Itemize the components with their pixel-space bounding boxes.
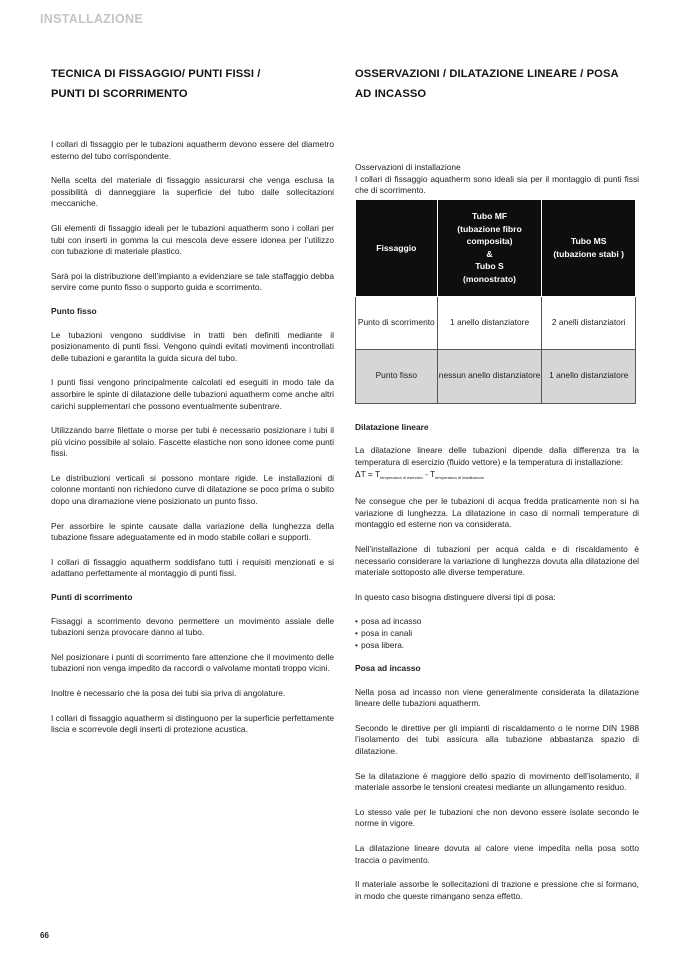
table-cell: Punto fisso (356, 349, 438, 403)
header-line: (monostrato) (463, 273, 517, 284)
subheading-dilatazione: Dilatazione lineare (355, 421, 429, 432)
formula-sub: temperatura di esercizio (380, 474, 423, 480)
header-line: Tubo MS (570, 236, 607, 247)
subheading-osservazioni: Osservazioni di installazione (355, 162, 461, 172)
bullet-list (355, 616, 639, 651)
table-cell: Punto di scorrimento (356, 296, 438, 349)
right-paragraph: Lo stesso vale per le tubazioni che non devono essere isolate secondo le norme in vigore. (355, 806, 639, 829)
header-line: & (486, 248, 493, 259)
left-paragraph: Nel posizionare i punti di scorrimento fare attenzione che il movimento delle tubazioni non venga impedito da raccordi o valvolame montati troppo vicini. (51, 651, 334, 674)
formula (355, 469, 639, 484)
table-row (356, 296, 636, 349)
subheading-punto-fisso: Punto fisso (51, 305, 97, 316)
header-line: composita) (466, 236, 513, 247)
table-cell: 1 anello distanziatore (437, 296, 542, 349)
table-cell: nessun anello distanziatore (437, 349, 542, 403)
section-tag: INSTALLAZIONE (40, 12, 143, 26)
formula-lhs: ΔT = T (355, 468, 381, 479)
table-header-fissaggio: Fissaggio (356, 199, 438, 296)
page-number: 66 (40, 931, 49, 940)
left-column (51, 64, 334, 736)
list-item: • posa in canali (355, 628, 639, 640)
left-title-line1: TECNICA DI FISSAGGIO/ PUNTI FISSI / (51, 68, 261, 80)
right-paragraph: Nella posa ad incasso non viene generalmente considerata la dilatazione lineare delle tubazioni aquatherm. (355, 686, 639, 709)
subheading-punti-scorrimento: Punti di scorrimento (51, 592, 133, 603)
left-paragraph: I collari di fissaggio per le tubazioni aquatherm devono essere del diametro esterno del tubo corrispondente. (51, 139, 334, 161)
table-header-tubo-ms (542, 199, 636, 296)
formula-mid: - T (422, 468, 436, 479)
left-title-line2: PUNTI DI SCORRIMENTO (51, 88, 188, 100)
table-header-tubo-mf (437, 199, 542, 296)
right-paragraph: La dilatazione lineare dovuta al calore viene impedita nella posa sotto traccia o pavimento. (355, 843, 639, 865)
formula-sub: temperatura di installazione (435, 474, 485, 480)
left-paragraph: Sarà poi la distribuzione dell’impianto a evidenziare se tale staffaggio debba servire come punto fisso o supporto guida e scorrimento. (51, 270, 334, 293)
right-title-line2: AD INCASSO (355, 88, 427, 100)
table-cell: 2 anelli distanziatori (542, 296, 636, 349)
fixing-table (355, 199, 636, 404)
right-paragraph: La dilatazione lineare delle tubazioni dipende dalla differenza tra la temperatura di esercizio (fluido vettore) e la temperatura di installazione: (355, 445, 639, 467)
table-cell: 1 anello distanziatore (542, 349, 636, 403)
left-paragraph: I collari di fissaggio aquatherm si distinguono per la superficie perfettamente liscia e scorrevole degli inserti di protezione acustica. (51, 712, 334, 735)
header-line: (tubazione fibro (457, 223, 522, 234)
left-paragraph: I punti fissi vengono principalmente calcolati ed eseguiti in modo tale da assorbire le spinte di dilatazione delle tubazioni aquatherm come anche altri carichi supplementari che possono eventualmente subentrare. (51, 377, 334, 411)
left-paragraph: Utilizzando barre filettate o morse per tubi è necessario posizionare i tubi il più vicino possibile al solaio. Fascette elastiche non sono idonee come punti fissi. (51, 425, 334, 459)
right-paragraph: Il materiale assorbe le sollecitazioni di trazione e pressione che si formano, in modo che queste rimangano senza effetto. (355, 879, 639, 901)
left-paragraph: Le tubazioni vengono suddivise in tratti ben definiti mediante il posizionamento di punti fissi. Vengono quindi evitati movimenti incontrollati delle tubazioni e garantita la guida sicura del tubo. (51, 329, 334, 363)
right-column (355, 64, 639, 902)
right-title-line1: OSSERVAZIONI / DILATAZIONE LINEARE / POSA (355, 68, 619, 80)
left-paragraph: Gli elementi di fissaggio ideali per le tubazioni aquatherm sono i collari per tubi con inserti in gomma la cui mescola deve essere idonea per l’utilizzo con tubazione di materiale plastico. (51, 222, 334, 257)
right-paragraph: Nell’installazione di tubazioni per acqua calda e di riscaldamento è necessario considerare la variazione di lunghezza dovuta alla dilatazione del materiale sottoposto alle diverse temperature. (355, 543, 639, 578)
table-row (356, 349, 636, 403)
header-line: (tubazione stabi ) (553, 248, 625, 259)
header-line: Tubo MF (471, 211, 508, 222)
left-paragraph: Inoltre è necessario che la posa dei tubi sia priva di angolature. (51, 688, 286, 698)
left-paragraph: I collari di fissaggio aquatherm soddisfano tutti i requisiti menzionati e si adattano perfettamente al montaggio di punti fissi. (51, 556, 334, 579)
left-paragraph: Nella scelta del materiale di fissaggio assicurarsi che venga esclusa la possibilità di danneggiare la superficie del tubo dalle sollecitazioni meccaniche. (51, 175, 334, 209)
right-paragraph: I collari di fissaggio aquatherm sono ideali sia per il montaggio di punti fissi che di scorrimento. (355, 173, 639, 196)
header-line: Tubo S (475, 261, 504, 272)
subheading-posa-incasso: Posa ad incasso (355, 663, 421, 674)
left-paragraph: Per assorbire le spinte causate dalla variazione della lunghezza della tubazione fissare adeguatamente ed in modo stabile collari e supporti. (51, 520, 334, 543)
right-paragraph: In questo caso bisogna distinguere diversi tipi di posa: (355, 591, 556, 602)
right-paragraph: Se la dilatazione è maggiore dello spazio di movimento dell’isolamento, il materiale assorbe le tensioni createsi mediante un allungamento residuo. (355, 770, 639, 793)
left-paragraph: Le distribuzioni verticali si possono montare rigide. Le installazioni di colonne montanti non richiedono curve di dilatazione se poco prima o subito dopo una diramazione viene posizionato un punto fisso. (51, 472, 334, 507)
list-item: • posa ad incasso (355, 616, 639, 628)
right-paragraph: Ne consegue che per le tubazioni di acqua fredda praticamente non si ha variazione di lunghezza. La dilatazione in caso di normali temperature di montaggio ed esterne non va considerata. (355, 496, 639, 530)
right-paragraph: Secondo le direttive per gli impianti di riscaldamento o le norme DIN 1988 l’isolamento dei tubi assicura alla tubazione abbastanza spazio di dilatazione. (355, 722, 639, 757)
left-paragraph: Fissaggi a scorrimento devono permettere un movimento assiale delle tubazioni senza provocare danno al tubo. (51, 615, 334, 638)
list-item: • posa libera. (355, 640, 639, 652)
